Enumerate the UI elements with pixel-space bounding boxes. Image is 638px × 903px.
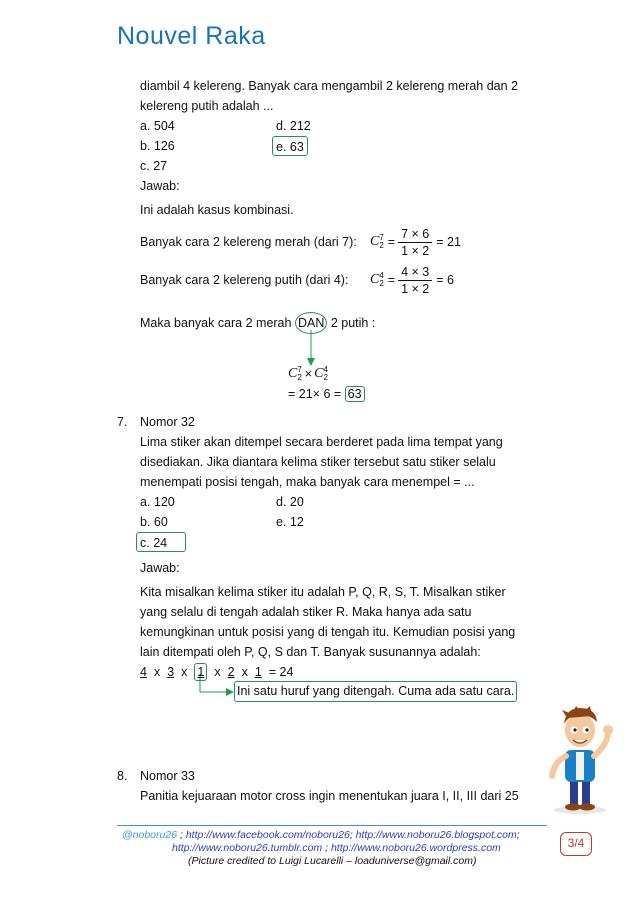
q6-merah-label: Banyak cara 2 kelereng merah (dari 7): [140,235,357,249]
combination-symbol: C [370,234,380,249]
q6-text-line1: diambil 4 kelereng. Banyak cara mengambil 2 kelereng merah dan 2 [140,79,518,93]
q6-maka-pre: Maka banyak cara 2 merah [140,316,295,330]
q7-times-1: x [153,665,161,679]
q6-putih-formula: C 4 2 = $\frac{4 \times 3}{1 \times 2}$ = 6 [370,264,454,296]
combination-symbol: C [370,272,380,287]
q6-prod-calc: = 21× 6 = [288,387,342,401]
footer-sep: ; [177,829,186,841]
footer-facebook-link[interactable]: http://www.facebook.com/noboru26 [185,829,350,841]
q6-prod-c1-sub: 2 [297,373,302,382]
q6-maka-post: 2 putih : [327,316,376,330]
q7-multiplication [140,662,293,682]
q6-putih-sub: 2 [379,279,384,288]
q7-option-a: a. 120 [140,495,175,509]
q6-merah-result: = 21 [436,235,461,249]
footer-divider [117,825,547,826]
q7-answer-line3: kemungkinan untuk posisi yang di tengah itu. Kemudian posisi yang [140,625,516,639]
footer-credit: (Picture credited to Luigi Lucarelli – loaduniverse@gmail.com) [188,855,477,867]
q7-factor-5: 1 [254,665,262,679]
q6-putih-num: 4 × 3 [398,264,432,281]
q7-title: Nomor 32 [140,415,195,429]
footer-links-line1 [122,829,520,841]
combination-symbol: C [314,366,324,381]
footer-wordpress-link[interactable]: http://www.noboru26.wordpress.com [330,842,501,854]
q6-merah-sup: 7 [379,233,384,242]
q6-putih-den: 1 × 2 [401,281,430,296]
footer-blogspot-link[interactable]: http://www.noboru26.blogspot.com [355,829,517,841]
q7-equals: = 24 [268,665,294,679]
footer-sep: ; [516,829,520,841]
q7-times-4: x [241,665,248,679]
q8-number: 8. [117,769,128,783]
footer-sep: ; [322,842,331,854]
q6-option-c: c. 27 [140,159,168,173]
q6-merah-num: 7 × 6 [398,226,432,243]
q7-answer-line4: lain ditempati oleh P, Q, S dan T. Banyak susunannya adalah: [140,645,481,659]
q6-prod-times: × [304,367,313,381]
q7-times-3: x [214,665,221,679]
q7-jawab: Jawab: [140,561,180,575]
page-number-badge: 3/4 [560,832,592,856]
q7-note-box: Ini satu huruf yang ditengah. Cuma ada satu cara. [234,681,517,702]
q7-option-c-answer: c. 24 [136,532,186,552]
q7-text-line2: disediakan. Jika diantara kelima stiker tersebut satu stiker selalu [140,455,496,469]
q7-text-line1: Lima stiker akan ditempel secara berderet pada lima tempat yang [140,435,503,449]
q6-merah-formula: C 7 2 = $\frac{7 \times 6}{1 \times 2}$ = 21 [370,226,461,258]
q6-dan-circle: DAN [295,312,327,334]
q7-number: 7. [117,415,128,429]
q6-jawab: Jawab: [140,179,180,193]
q7-factor-4: 2 [227,665,235,679]
footer-links-line2 [172,842,501,854]
q8-text-line1: Panitia kejuaraan motor cross ingin menentukan juara I, II, III dari 25 [140,789,519,803]
q7-factor-3-boxed: 1 [194,663,207,681]
q8-title: Nomor 33 [140,769,195,783]
q6-option-d: d. 212 [276,119,311,133]
q6-putih-label: Banyak cara 2 kelereng putih (dari 4): [140,273,349,287]
q6-merah-den: 1 × 2 [401,243,430,258]
q7-option-d: d. 20 [276,495,304,509]
page-header-title: Nouvel Raka [117,22,266,50]
q6-merah-sub: 2 [379,241,384,250]
q6-prod-c2-sup: 4 [323,365,328,374]
q6-prod-c2-sub: 2 [323,373,328,382]
cartoon-boy-illustration [540,700,620,815]
q7-factor-2: 3 [167,665,175,679]
q6-text-line2: kelereng putih adalah ... [140,99,274,113]
q6-prod-result-box: 63 [345,386,365,402]
q6-putih-sup: 4 [379,271,384,280]
footer-tumblr-link[interactable]: http://www.noboru26.tumblr.com [172,842,323,854]
q6-prod-c1-sup: 7 [297,365,302,374]
footer-sep: ; [349,829,356,841]
q6-putih-result: = 6 [436,273,454,287]
q6-option-e-answer: e. 63 [272,136,308,156]
q7-factor-1: 4 [140,665,147,679]
q7-option-e: e. 12 [276,515,304,529]
q6-option-a: a. 504 [140,119,175,133]
q6-option-b: b. 126 [140,139,175,153]
q7-times-2: x [181,665,188,679]
q7-option-b: b. 60 [140,515,168,529]
footer-twitter-link[interactable]: @noboru26 [122,829,178,841]
q7-answer-line2: yang selalu di tengah adalah stiker R. Maka hanya ada satu [140,605,472,619]
q7-text-line3: menempati posisi tengah, maka banyak cara menempel = ... [140,475,475,489]
q7-answer-line1: Kita misalkan kelima stiker itu adalah P, Q, R, S, T. Misalkan stiker [140,585,506,599]
combination-symbol: C [288,366,298,381]
q6-kasus: Ini adalah kasus kombinasi. [140,203,294,217]
